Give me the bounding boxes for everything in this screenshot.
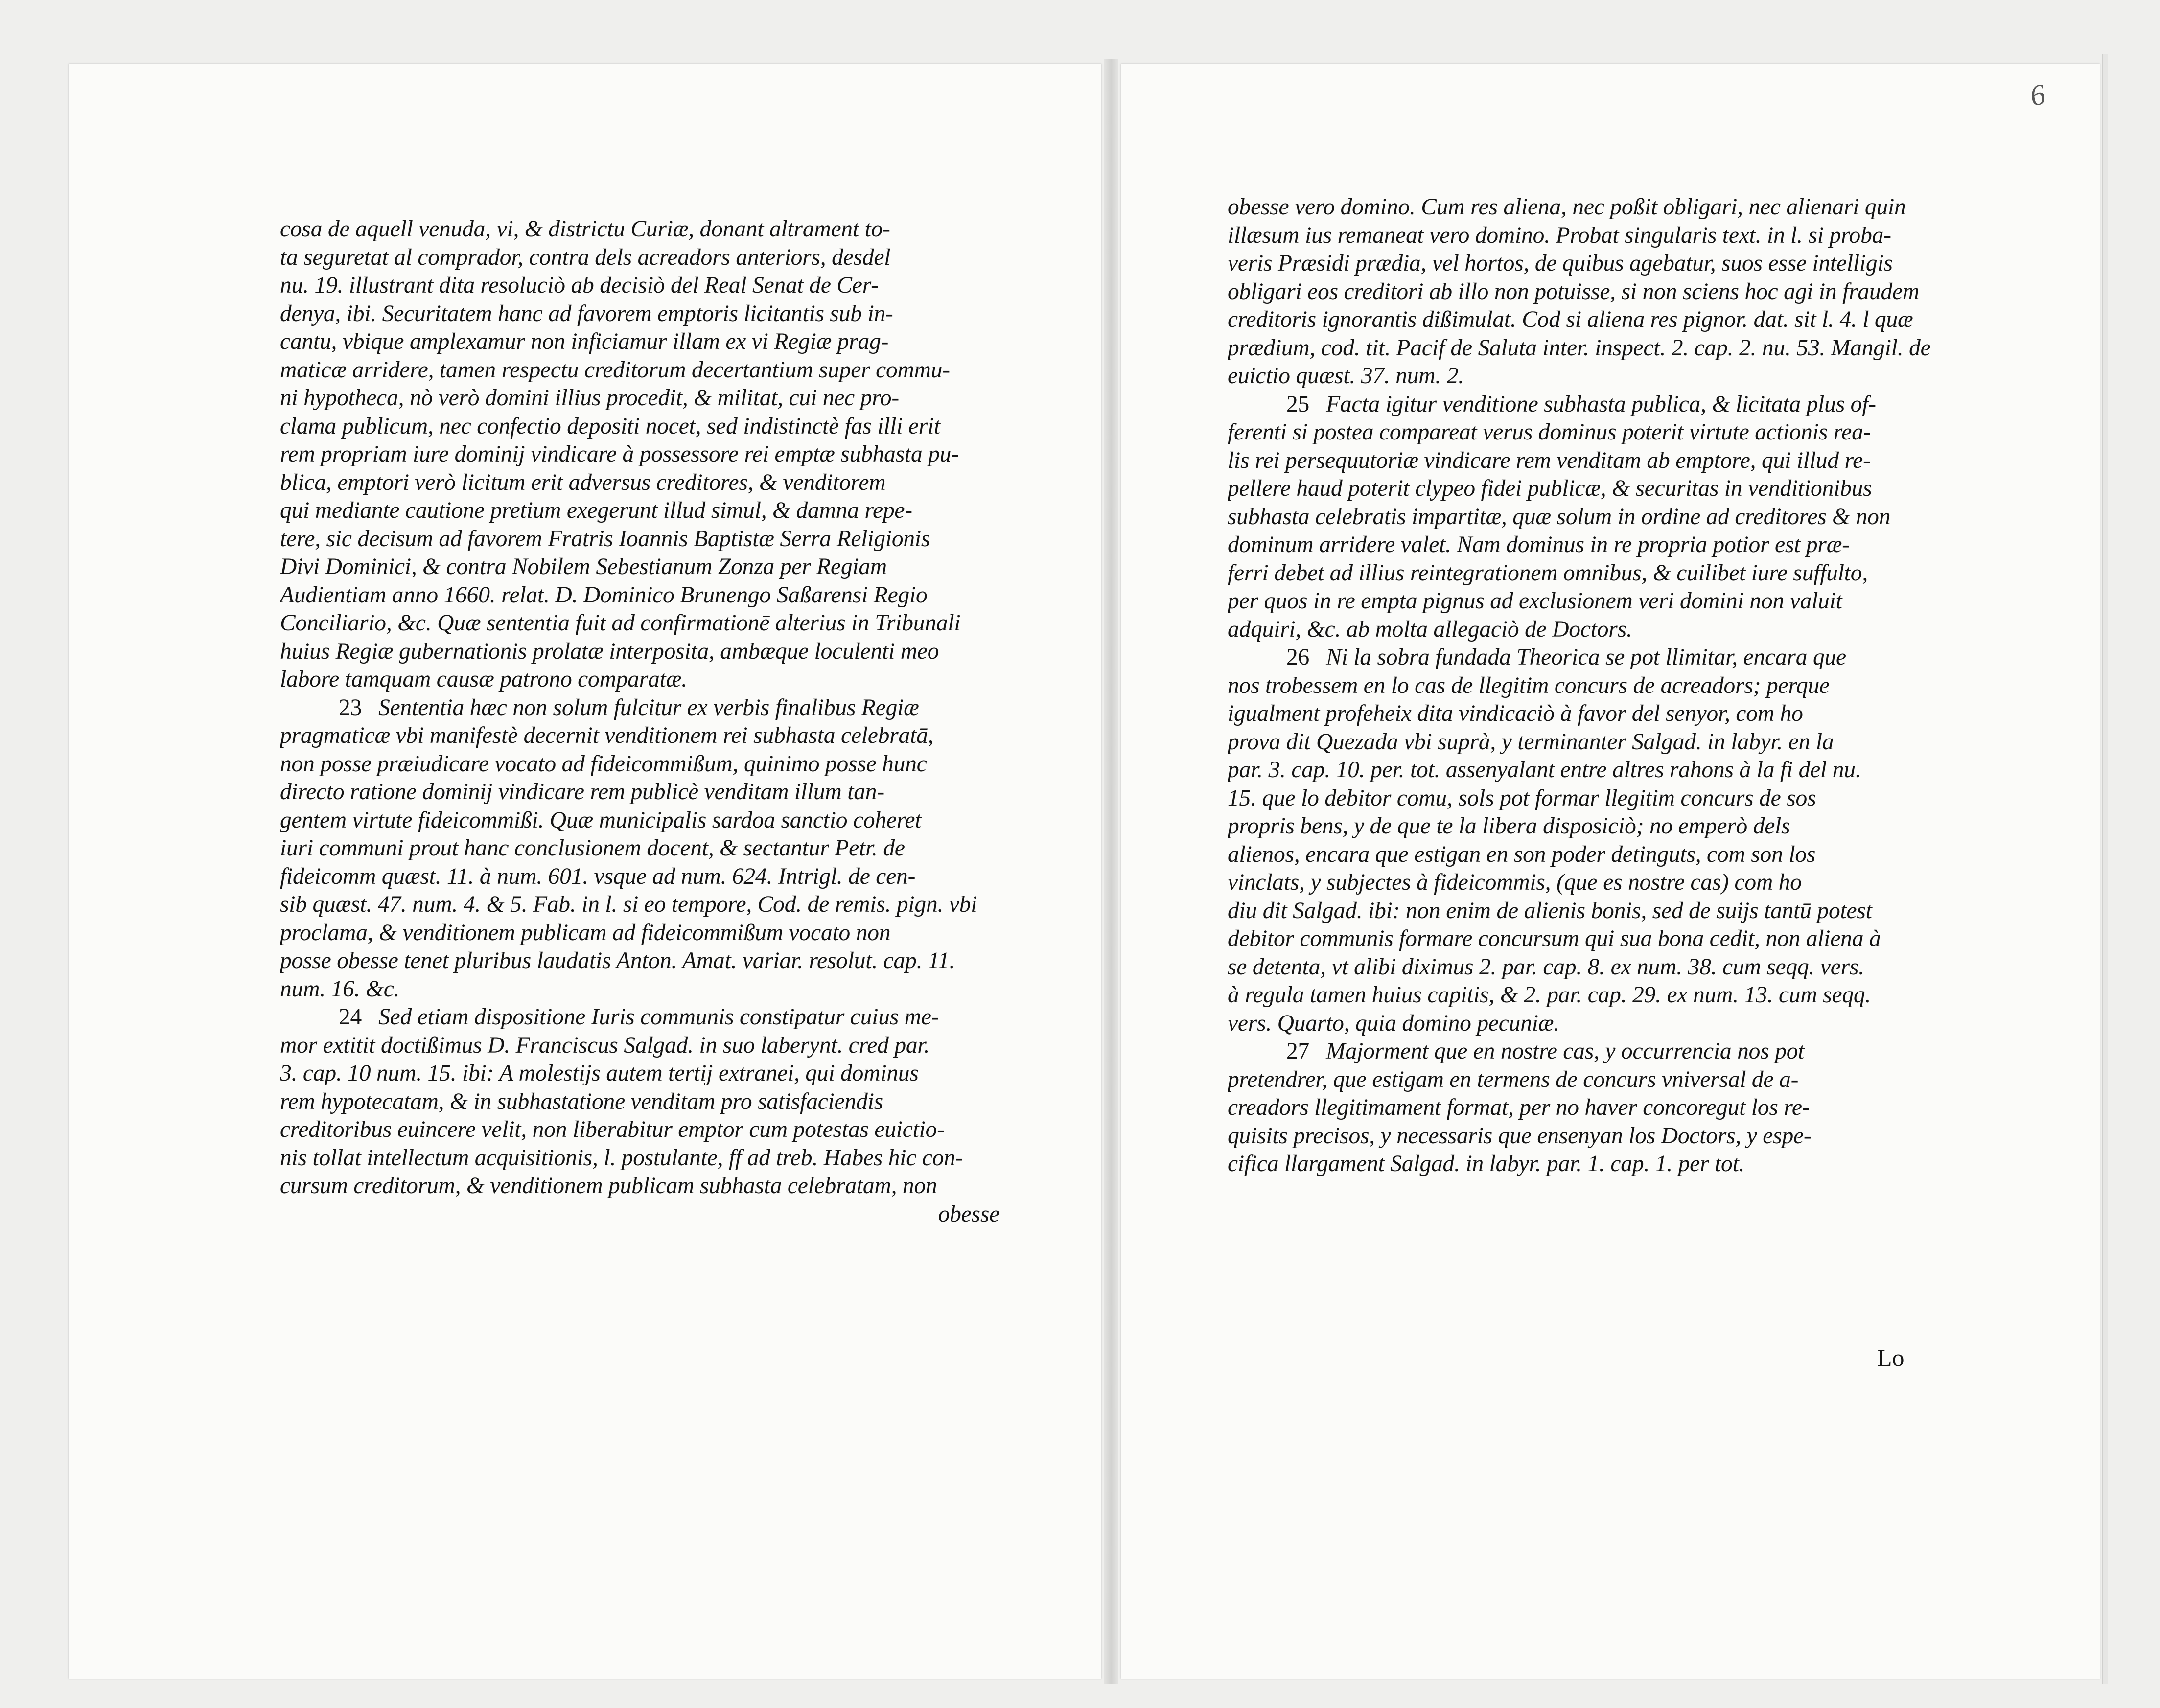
line-text: Sententia hæc non solum fulcitur ex verbis finalibus Regiæ xyxy=(378,694,919,720)
corner-mark: 6 xyxy=(2027,77,2048,113)
text-line: cifica llargament Salgad. in labyr. par. 1. cap. 1. per tot. xyxy=(1228,1151,1745,1177)
paragraph-start-line xyxy=(1228,644,1952,672)
text-line: rem propriam iure dominij vindicare à possessore rei emptæ subhasta pu- xyxy=(280,441,959,467)
paragraph-start-line xyxy=(1228,391,1952,419)
paragraph-number: 27 xyxy=(1286,1039,1310,1064)
text-line: propris bens, y de que te la libera disposiciò; no emperò dels xyxy=(1228,813,1790,839)
paragraph-start-line xyxy=(1228,1038,1952,1066)
text-line: num. 16. &c. xyxy=(280,976,400,1002)
text-line: Divi Dominici, & contra Nobilem Sebestianum Zonza per Regiam xyxy=(280,554,887,579)
book-gutter xyxy=(1104,59,1118,1684)
text-line: labore tamquam causæ patrono comparatæ. xyxy=(280,667,687,692)
text-line: creditoris ignorantis dißimulat. Cod si aliena res pignor. dat. sit l. 4. l quæ xyxy=(1228,307,1913,332)
text-line: illæsum ius remaneat vero domino. Probat singularis text. in l. si proba- xyxy=(1228,222,1891,248)
text-line: per quos in re empta pignus ad exclusionem veri domini non valuit xyxy=(1228,588,1842,614)
text-line: creadors llegitimament format, per no haver concoregut los re- xyxy=(1228,1095,1810,1120)
text-line: par. 3. cap. 10. per. tot. assenyalant entre altres rahons à la fi del nu. xyxy=(1228,757,1861,783)
right-catchword: Lo xyxy=(1877,1344,1905,1371)
text-line: gentem virtute fideicommißi. Quæ municipalis sardoa sanctio coheret xyxy=(280,807,922,833)
text-line: quisits precisos, y necessaris que ensenyan los Doctors, y espe- xyxy=(1228,1123,1812,1149)
text-line: se detenta, vt alibi diximus 2. par. cap. 8. ex num. 38. cum seqq. vers. xyxy=(1228,954,1864,980)
text-line: nu. 19. illustrant dita resoluciò ab decisiò del Real Senat de Cer- xyxy=(280,273,879,298)
text-line: iuri communi prout hanc conclusionem docent, & sectantur Petr. de xyxy=(280,835,905,861)
text-line: huius Regiæ gubernationis prolatæ interposita, ambæque loculenti meo xyxy=(280,638,939,664)
text-line: blica, emptori verò licitum erit adversus creditores, & venditorem xyxy=(280,469,886,495)
paragraph-number: 23 xyxy=(339,694,362,720)
paragraph-start-line xyxy=(280,1003,999,1032)
text-line: ta seguretat al comprador, contra dels acreadors anteriors, desdel xyxy=(280,244,891,270)
text-line: subhasta celebratis impartitæ, quæ solum in ordine ad creditores & non xyxy=(1228,504,1891,530)
text-line: rem hypotecatam, & in subhastatione venditam pro satisfaciendis xyxy=(280,1088,883,1114)
text-line: prædium, cod. tit. Pacif de Saluta inter. inspect. 2. cap. 2. nu. 53. Mangil. de xyxy=(1228,335,1931,361)
text-line: pretendrer, que estigam en termens de concurs vniversal de a- xyxy=(1228,1066,1799,1092)
paragraph-number: 26 xyxy=(1286,645,1310,670)
text-line: debitor communis formare concursum qui sua bona cedit, non aliena à xyxy=(1228,926,1881,951)
text-line: denya, ibi. Securitatem hanc ad favorem emptoris licitantis sub in- xyxy=(280,300,893,326)
text-line: cantu, vbique amplexamur non inficiamur illam ex vi Regiæ prag- xyxy=(280,329,889,354)
text-line: vinclats, y subjectes à fideicommis, (que es nostre cas) com ho xyxy=(1228,870,1802,895)
text-line: qui mediante cautione pretium exegerunt illud simul, & damna repe- xyxy=(280,498,912,523)
text-line: Audientiam anno 1660. relat. D. Dominico Brunengo Saßarensi Regio xyxy=(280,582,928,608)
text-line: tere, sic decisum ad favorem Fratris Ioannis Baptistæ Serra Religionis xyxy=(280,526,930,552)
page-edge xyxy=(2102,54,2108,1684)
text-line: Conciliario, &c. Quæ sententia fuit ad confirmationē alterius in Tribunali xyxy=(280,610,961,636)
text-line: adquiri, &c. ab molta allegaciò de Doctors. xyxy=(1228,616,1632,642)
text-line: vers. Quarto, quia domino pecuniæ. xyxy=(1228,1010,1559,1036)
text-line: clama publicum, nec confectio depositi nocet, sed indistinctè fas illi erit xyxy=(280,413,941,439)
text-line: fideicomm quæst. 11. à num. 601. vsque ad num. 624. Intrigl. de cen- xyxy=(280,863,916,889)
text-line: nos trobessem en lo cas de llegitim concurs de acreadors; perque xyxy=(1228,672,1830,698)
text-line: mor extitit doctißimus D. Franciscus Salgad. in suo laberynt. cred par. xyxy=(280,1032,930,1058)
paragraph-start-line xyxy=(280,694,999,722)
text-line: nis tollat intellectum acquisitionis, l. postulante, ff ad treb. Habes hic con- xyxy=(280,1145,963,1171)
text-line: ni hypotheca, nò verò domini illius procedit, & militat, cui nec pro- xyxy=(280,385,899,411)
text-line: maticæ arridere, tamen respectu creditorum decertantium super commu- xyxy=(280,357,950,383)
line-text: Ni la sobra fundada Theorica se pot llimitar, encara que xyxy=(1326,645,1846,670)
left-catchword: obesse xyxy=(938,1201,999,1227)
text-line: obligari eos creditori ab illo non potuisse, si non sciens hoc agi in fraudem xyxy=(1228,278,1920,304)
text-line: sib quæst. 47. num. 4. & 5. Fab. in l. si eo tempore, Cod. de remis. pign. vbi xyxy=(280,892,977,917)
paragraph-number: 25 xyxy=(1286,391,1310,417)
paragraph-number: 24 xyxy=(339,1004,362,1030)
text-line: igualment profeheix dita vindicaciò à favor del senyor, com ho xyxy=(1228,701,1803,726)
text-line: obesse vero domino. Cum res aliena, nec poßit obligari, nec alienari quin xyxy=(1228,194,1906,220)
text-line: creditoribus euincere velit, non liberabitur emptor cum potestas euictio- xyxy=(280,1117,945,1142)
text-line: veris Præsidi prædia, vel hortos, de quibus agebatur, suos esse intelligis xyxy=(1228,251,1893,276)
right-page-text xyxy=(1228,193,1952,1178)
text-line: pragmaticæ vbi manifestè decernit venditionem rei subhasta celebratā, xyxy=(280,723,934,748)
line-text: Sed etiam dispositione Iuris communis constipatur cuius me- xyxy=(378,1004,939,1030)
left-page-text xyxy=(280,215,999,1228)
text-line: pellere haud poterit clypeo fidei publicæ, & securitas in venditionibus xyxy=(1228,476,1872,501)
text-line: euictio quæst. 37. num. 2. xyxy=(1228,363,1464,389)
line-text: Majorment que en nostre cas, y occurrencia nos pot xyxy=(1326,1039,1805,1064)
text-line: non posse præiudicare vocato ad fideicommißum, quinimo posse hunc xyxy=(280,751,927,777)
text-line: directo ratione dominij vindicare rem publicè venditam illum tan- xyxy=(280,779,884,805)
text-line: 15. que lo debitor comu, sols pot formar llegitim concurs de sos xyxy=(1228,785,1816,811)
text-line: à regula tamen huius capitis, & 2. par. cap. 29. ex num. 13. cum seqq. xyxy=(1228,982,1871,1008)
text-line: cosa de aquell venuda, vi, & districtu Curiæ, donant altrament to- xyxy=(280,216,890,242)
text-line: ferenti si postea compareat verus dominus poterit virtute actionis rea- xyxy=(1228,419,1871,445)
text-line: proclama, & venditionem publicam ad fideicommißum vocato non xyxy=(280,920,891,946)
text-line: lis rei persequutoriæ vindicare rem venditam ab emptore, qui illud re- xyxy=(1228,447,1871,473)
line-text: Facta igitur venditione subhasta publica, & licitata plus of- xyxy=(1326,391,1876,417)
text-line: dominum arridere valet. Nam dominus in re propria potior est præ- xyxy=(1228,532,1850,557)
text-line: alienos, encara que estigan en son poder detinguts, com son los xyxy=(1228,841,1816,867)
text-line: ferri debet ad illius reintegrationem omnibus, & cuilibet iure suffulto, xyxy=(1228,560,1868,586)
text-line: 3. cap. 10 num. 15. ibi: A molestijs autem tertij extranei, qui dominus xyxy=(280,1061,919,1086)
text-line: diu dit Salgad. ibi: non enim de alienis bonis, sed de suijs tantū potest xyxy=(1228,898,1872,923)
text-line: cursum creditorum, & venditionem publicam subhasta celebratam, non xyxy=(280,1173,937,1199)
text-line: posse obesse tenet pluribus laudatis Anton. Amat. variar. resolut. cap. 11. xyxy=(280,948,955,973)
text-line: prova dit Quezada vbi suprà, y terminanter Salgad. in labyr. en la xyxy=(1228,729,1834,755)
